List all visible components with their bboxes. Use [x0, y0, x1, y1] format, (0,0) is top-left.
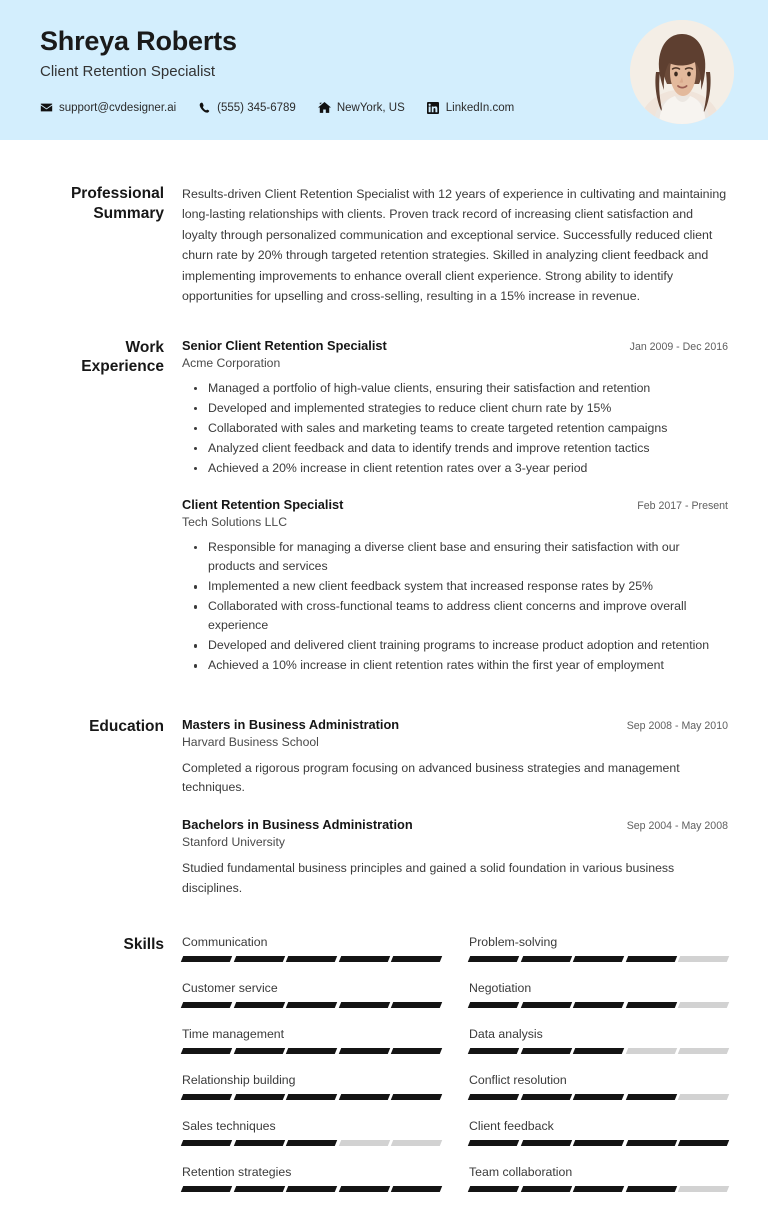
skill-level-segment	[520, 1048, 571, 1054]
skill-level-bar	[469, 1048, 728, 1054]
skill-level-segment	[678, 1140, 729, 1146]
section-education	[40, 717, 728, 897]
contact-text: (555) 345-6789	[217, 101, 296, 114]
education-description: Completed a rigorous program focusing on advanced business strategies and management techniques.	[182, 761, 680, 795]
skill-level-segment	[181, 1048, 232, 1054]
skill-level-segment	[391, 1186, 442, 1192]
experience-job-title: Senior Client Retention Specialist	[182, 337, 387, 353]
education-degree: Bachelors in Business Administration	[182, 817, 413, 833]
skill-level-segment	[678, 956, 729, 962]
contact-text: support@cvdesigner.ai	[59, 101, 177, 114]
skill-name: Retention strategies	[182, 1164, 292, 1179]
skill-level-segment	[468, 1140, 519, 1146]
contact-row	[40, 101, 728, 114]
skill-level-segment	[339, 1002, 390, 1008]
skill-level-segment	[339, 1140, 390, 1146]
skill-level-bar	[469, 1140, 728, 1146]
skill-name: Relationship building	[182, 1072, 296, 1087]
experience-entry	[182, 497, 728, 675]
education-entry	[182, 717, 728, 797]
experience-job-title: Client Retention Specialist	[182, 497, 344, 513]
skill-item	[469, 981, 728, 1027]
skill-level-segment	[678, 1002, 729, 1008]
skill-level-segment	[233, 1186, 284, 1192]
section-label-summary: Professional Summary	[70, 185, 164, 222]
experience-bullet: Achieved a 20% increase in client retention rates over a 3-year period	[208, 459, 728, 478]
skill-name: Customer service	[182, 980, 278, 995]
contact-item-phone[interactable]	[198, 101, 296, 114]
education-list	[182, 717, 728, 897]
section-label-education: Education	[89, 718, 164, 736]
experience-bullet: Collaborated with cross-functional teams to address client concerns and improve overall experience	[208, 597, 728, 635]
contact-item-envelope[interactable]	[40, 101, 176, 114]
education-school: Stanford University	[182, 835, 285, 850]
experience-date-range: Feb 2017 - Present	[637, 500, 728, 513]
skill-level-segment	[573, 1048, 624, 1054]
skill-level-segment	[626, 1186, 677, 1192]
education-degree: Masters in Business Administration	[182, 717, 400, 733]
skill-level-segment	[573, 1094, 624, 1100]
skill-item	[182, 1119, 441, 1165]
skill-level-segment	[391, 1002, 442, 1008]
candidate-job-title: Client Retention Specialist	[40, 63, 216, 81]
experience-company: Acme Corporation	[182, 355, 281, 370]
envelope-icon	[40, 101, 53, 114]
skill-level-bar	[182, 1094, 441, 1100]
skill-level-segment	[286, 956, 337, 962]
skill-level-segment	[626, 956, 677, 962]
section-skills	[40, 935, 728, 1211]
skill-name: Problem-solving	[469, 934, 558, 949]
skill-level-segment	[339, 1186, 390, 1192]
home-icon	[318, 101, 331, 114]
skill-name: Client feedback	[469, 1118, 554, 1133]
skill-item	[182, 935, 441, 981]
education-entry-header	[182, 717, 728, 732]
skill-level-segment	[678, 1048, 729, 1054]
skill-level-segment	[626, 1002, 677, 1008]
skill-level-segment	[339, 956, 390, 962]
skill-level-segment	[233, 1140, 284, 1146]
skill-item	[469, 1027, 728, 1073]
skill-level-segment	[573, 1186, 624, 1192]
experience-company: Tech Solutions LLC	[182, 515, 288, 530]
skill-item	[469, 1073, 728, 1119]
skill-level-segment	[520, 1094, 571, 1100]
skill-level-segment	[520, 1140, 571, 1146]
skill-name: Negotiation	[469, 980, 532, 995]
experience-bullet: Developed and delivered client training programs to increase product adoption and retention	[208, 636, 728, 655]
linkedin-icon	[427, 101, 440, 114]
skill-level-segment	[573, 1002, 624, 1008]
education-entry-header	[182, 817, 728, 832]
skill-name: Conflict resolution	[469, 1072, 567, 1087]
contact-item-home[interactable]	[318, 101, 405, 114]
skill-level-segment	[181, 1140, 232, 1146]
contact-item-linkedin[interactable]	[427, 101, 514, 114]
section-professional-summary	[40, 184, 728, 307]
education-description: Studied fundamental business principles and gained a solid foundation in various business disciplines.	[182, 861, 675, 895]
candidate-name: Shreya Roberts	[40, 26, 237, 56]
skill-level-segment	[678, 1186, 729, 1192]
experience-bullet-list	[182, 538, 728, 675]
portrait-photo-icon	[630, 20, 734, 124]
section-label-experience: Work Experience	[81, 338, 164, 376]
skill-level-bar	[182, 1140, 441, 1146]
skill-level-segment	[286, 1002, 337, 1008]
skill-level-segment	[181, 1186, 232, 1192]
contact-text: LinkedIn.com	[445, 101, 515, 114]
experience-bullet: Collaborated with sales and marketing teams to create targeted retention campaigns	[208, 419, 728, 438]
skill-level-segment	[233, 1094, 284, 1100]
education-entry	[182, 817, 728, 897]
skill-level-segment	[286, 1186, 337, 1192]
skill-item	[182, 981, 441, 1027]
skill-level-segment	[233, 1002, 284, 1008]
skill-level-bar	[469, 1002, 728, 1008]
avatar	[630, 20, 734, 124]
skill-name: Sales techniques	[182, 1118, 276, 1133]
skill-level-segment	[626, 1048, 677, 1054]
summary-text: Results-driven Client Retention Specialist with 12 years of experience in cultivating and maintaining long-lasting relationships with clients. Proven track record of increasing client satisfaction and loyalty through personalized communication and exceptional service. Successfully reduced client churn rate by 20% through targeted retention strategies. Skilled in analyzing client feedback and implementing improvements to enhance overall client experience. Strong ability to identify opportunities for upselling and cross-selling, resulting in a 15% increase in revenue.	[182, 187, 727, 304]
skill-level-segment	[391, 956, 442, 962]
experience-bullet-list	[182, 379, 728, 478]
skill-level-segment	[626, 1140, 677, 1146]
experience-bullet: Implemented a new client feedback system that increased response rates by 25%	[208, 577, 728, 596]
skill-name: Time management	[182, 1026, 285, 1041]
skill-item	[469, 1119, 728, 1165]
skill-level-bar	[469, 956, 728, 962]
skill-level-segment	[181, 1094, 232, 1100]
skill-level-segment	[520, 1186, 571, 1192]
skill-level-segment	[573, 956, 624, 962]
skill-level-bar	[182, 956, 441, 962]
skill-level-segment	[391, 1094, 442, 1100]
skill-level-segment	[468, 1094, 519, 1100]
skill-level-segment	[286, 1140, 337, 1146]
skill-name: Communication	[182, 934, 268, 949]
contact-text: NewYork, US	[336, 101, 405, 114]
experience-list	[182, 338, 728, 680]
experience-bullet: Achieved a 10% increase in client retention rates within the first year of employment	[208, 656, 728, 675]
skill-level-bar	[182, 1048, 441, 1054]
experience-entry-header	[182, 497, 728, 512]
skill-level-segment	[391, 1140, 442, 1146]
skill-level-segment	[520, 1002, 571, 1008]
skill-level-segment	[678, 1094, 729, 1100]
section-label-skills: Skills	[123, 935, 164, 953]
experience-entry-header	[182, 338, 728, 353]
skill-item	[469, 935, 728, 981]
skill-level-segment	[181, 1002, 232, 1008]
experience-bullet: Responsible for managing a diverse client base and ensuring their satisfaction with our products and services	[208, 538, 728, 576]
section-work-experience	[40, 338, 728, 680]
experience-bullet: Managed a portfolio of high-value clients, ensuring their satisfaction and retention	[208, 379, 728, 398]
experience-bullet: Analyzed client feedback and data to identify trends and improve retention tactics	[208, 439, 728, 458]
skill-level-segment	[181, 956, 232, 962]
resume-body	[0, 184, 768, 1211]
skill-level-segment	[233, 956, 284, 962]
skill-level-segment	[391, 1048, 442, 1054]
skill-level-segment	[286, 1048, 337, 1054]
skill-name: Team collaboration	[469, 1164, 573, 1179]
skill-item	[182, 1073, 441, 1119]
experience-entry	[182, 338, 728, 478]
skill-level-bar	[182, 1002, 441, 1008]
education-date-range: Sep 2004 - May 2008	[626, 820, 728, 833]
skill-level-segment	[468, 1048, 519, 1054]
skill-level-segment	[339, 1048, 390, 1054]
experience-date-range: Jan 2009 - Dec 2016	[629, 340, 728, 353]
skill-item	[182, 1165, 441, 1211]
experience-bullet: Developed and implemented strategies to reduce client churn rate by 15%	[208, 399, 728, 418]
skill-name: Data analysis	[469, 1026, 543, 1041]
skill-level-segment	[520, 956, 571, 962]
skill-level-segment	[233, 1048, 284, 1054]
education-school: Harvard Business School	[182, 735, 319, 750]
skill-level-segment	[468, 956, 519, 962]
resume-header	[0, 0, 768, 140]
skill-level-segment	[626, 1094, 677, 1100]
skills-grid	[182, 935, 728, 1211]
skill-level-segment	[339, 1094, 390, 1100]
skill-item	[182, 1027, 441, 1073]
skill-level-segment	[468, 1002, 519, 1008]
skill-level-segment	[573, 1140, 624, 1146]
skill-level-bar	[182, 1186, 441, 1192]
skill-level-segment	[468, 1186, 519, 1192]
education-date-range: Sep 2008 - May 2010	[626, 720, 728, 733]
skill-level-bar	[469, 1094, 728, 1100]
phone-icon	[198, 101, 211, 114]
skill-level-bar	[469, 1186, 728, 1192]
skill-level-segment	[286, 1094, 337, 1100]
skill-item	[469, 1165, 728, 1211]
